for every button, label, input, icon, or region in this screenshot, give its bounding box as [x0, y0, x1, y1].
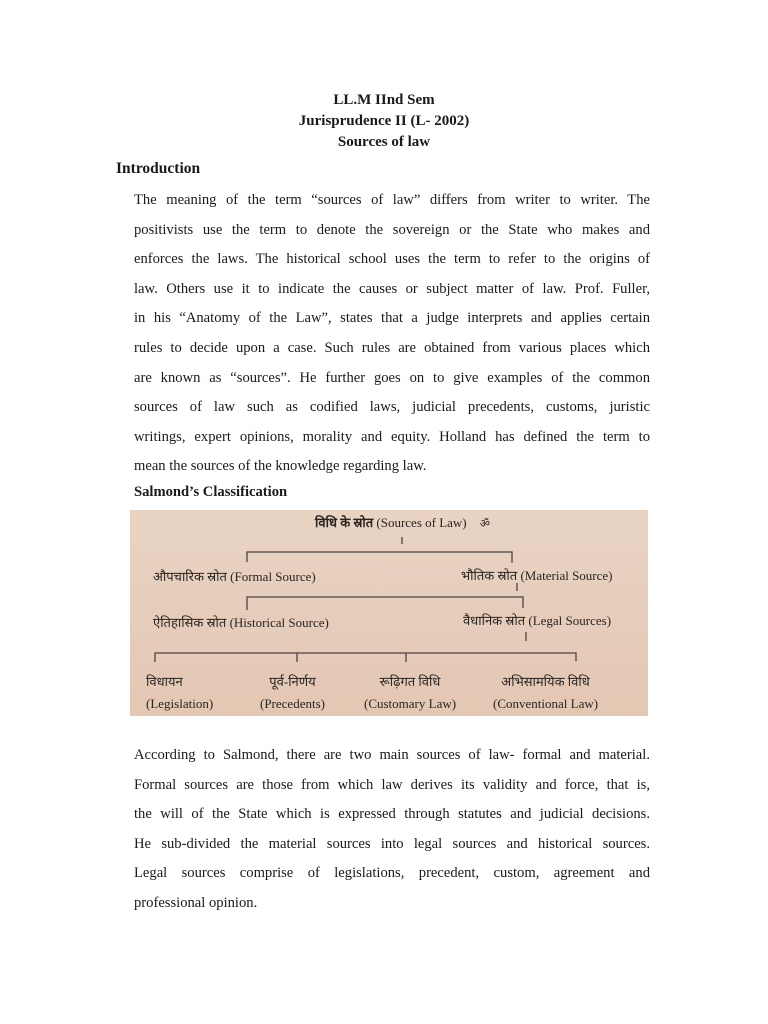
root-mark: ॐ [479, 518, 490, 530]
paragraph-line: According to Salmond, there are two main sources of law- formal and material. [134, 747, 650, 763]
paragraph-line: enforces the laws. The historical school uses the term to refer to the origins of [134, 251, 650, 268]
paragraph-line: writings, expert opinions, morality and equity. Holland has defined the term to [134, 428, 650, 445]
formal-english-label: (Formal Source) [230, 569, 316, 584]
paragraph-line: sources of law such as codified laws, judicial precedents, customs, juristic [134, 399, 650, 416]
paragraph-line: Legal sources comprise of legislations, precedent, custom, agreement and [134, 865, 650, 882]
classification-diagram-photo [130, 510, 648, 716]
paragraph-line: positivists use the term to denote the sovereign or the State who makes and [134, 221, 650, 238]
course-line: LL.M IInd Sem [333, 92, 435, 108]
legal-hindi-label: वैधानिक स्रोत [463, 613, 526, 628]
material-source-node [461, 566, 613, 584]
topic-title: Sources of law [337, 134, 431, 150]
conventional-english-label: (Conventional Law) [493, 696, 599, 711]
paragraph-line: law. Others use it to indicate the causes or subject matter of law. Prof. Fuller, [134, 280, 650, 297]
subject-line: Jurisprudence II (L- 2002) [298, 113, 470, 129]
formal-hindi-label: औपचारिक स्रोत [153, 569, 227, 584]
conventional-hindi-label: अभिसामयिक विधि [501, 674, 590, 689]
introduction-paragraph [134, 186, 650, 482]
precedents-node [260, 671, 325, 715]
customary-english-label: (Customary Law) [364, 696, 457, 711]
legal-source-node [463, 611, 611, 629]
legislation-english-label: (Legislation) [146, 696, 214, 711]
legislation-node [146, 671, 213, 715]
salmond-paragraph [134, 741, 650, 919]
material-english-label: (Material Source) [520, 568, 613, 583]
paragraph-line: rules to decide upon a case. Such rules are obtained from various places which [134, 339, 650, 356]
paragraph-line: professional opinion. [134, 894, 258, 911]
customary-law-node [364, 671, 456, 715]
precedents-hindi-label: पूर्व-निर्णय [269, 674, 316, 689]
paragraph-line: The meaning of the term “sources of law” differs from writer to writer. The [134, 192, 650, 208]
paragraph-line: Formal sources are those from which law derives its validity and force, that is, [134, 776, 650, 793]
historical-source-node [153, 613, 329, 631]
root-hindi-label: विधि के स्रोत [315, 515, 374, 530]
paragraph-line: He sub-divided the material sources into legal sources and historical sources. [134, 835, 650, 852]
salmond-heading: Salmond’s Classification [134, 484, 288, 500]
introduction-heading: Introduction [116, 160, 201, 177]
legislation-hindi-label: विधायन [146, 674, 183, 689]
precedents-english-label: (Precedents) [260, 696, 325, 711]
historical-hindi-label: ऐतिहासिक स्रोत [153, 615, 227, 630]
paragraph-line: mean the sources of the knowledge regarding law. [134, 458, 427, 475]
paragraph-line: are known as “sources”. He further goes on to give examples of the common [134, 369, 650, 386]
conventional-law-node [493, 671, 598, 715]
formal-source-node [153, 567, 316, 585]
root-node [315, 513, 490, 531]
historical-english-label: (Historical Source) [229, 615, 329, 630]
document-header [0, 90, 768, 153]
customary-hindi-label: रूढ़िगत विधि [379, 674, 441, 689]
paragraph-line: the will of the State which is expressed through statutes and judicial decisions. [134, 806, 650, 823]
paragraph-line: in his “Anatomy of the Law”, states that a judge interprets and applies certain [134, 310, 650, 327]
legal-english-label: (Legal Sources) [528, 613, 612, 628]
root-english-label: (Sources of Law) [376, 515, 467, 530]
material-hindi-label: भौतिक स्रोत [461, 568, 518, 583]
